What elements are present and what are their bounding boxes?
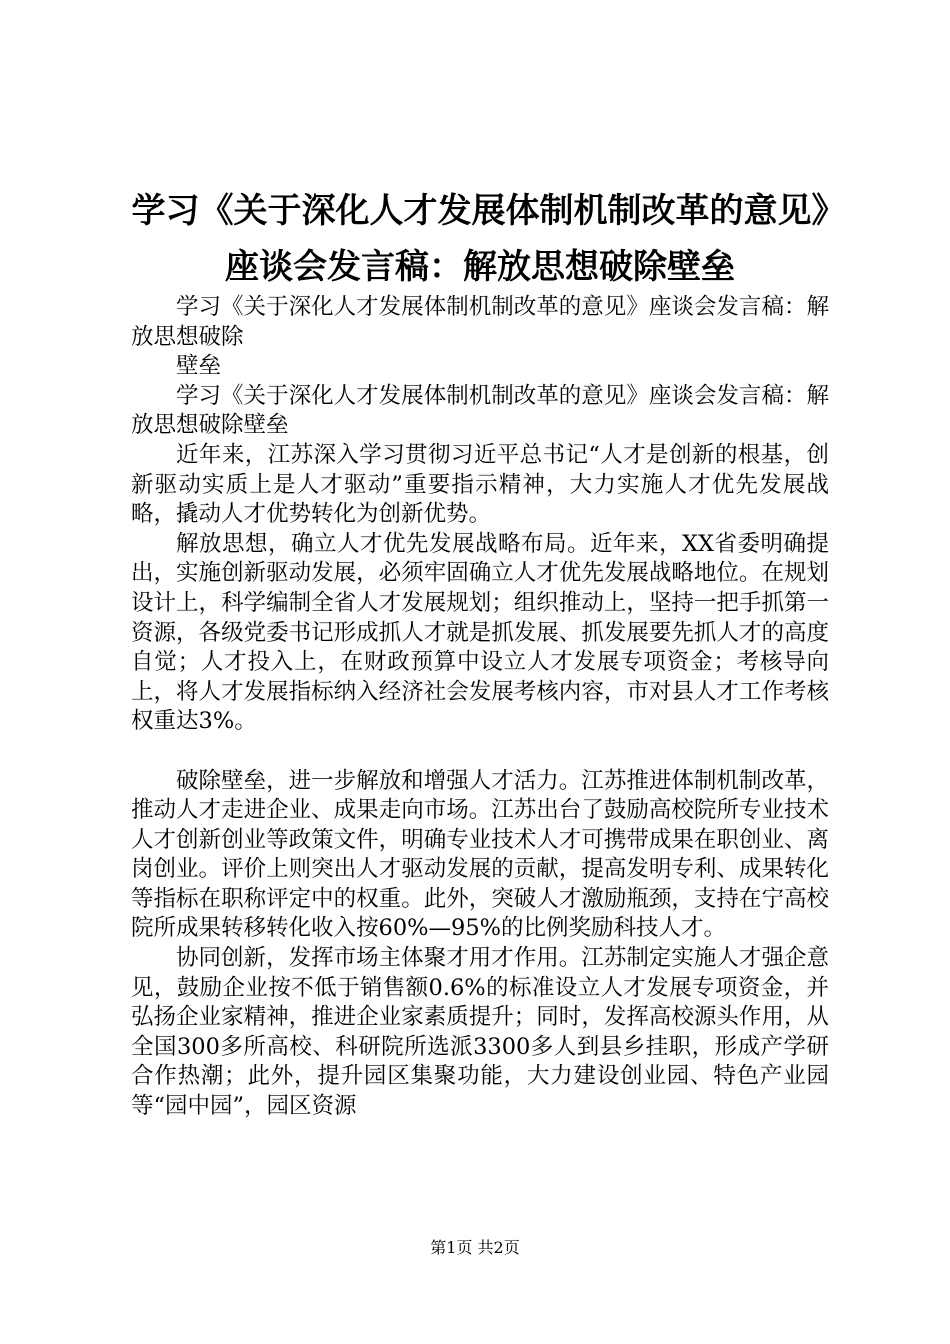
paragraph-intro: 近年来，江苏深入学习贯彻习近平总书记“人才是创新的根基，创新驱动实质上是人才驱动”重要指示精神，大力实施人才优先发展战略，撬动人才优势转化为创新优势。 bbox=[131, 441, 829, 528]
paragraph-break-barriers: 破除壁垒，进一步解放和增强人才活力。江苏推进体制机制改革，推动人才走进企业、成果走向市场。江苏出台了鼓励高校院所专业技术人才创新创业等政策文件，明确专业技术人才可携带成果在职创业、离岗创业。评价上则突出人才驱动发展的贡献，提高发明专利、成果转化等指标在职称评定中的权重。此外，突破人才激励瓶颈，支持在宁高校院所成果转移转化收入按60%—95%的比例奖励科技人才。 bbox=[131, 767, 829, 942]
paragraph-liberate-thinking: 解放思想，确立人才优先发展战略布局。近年来，XX省委明确提出，实施创新驱动发展，必须牢固确立人才优先发展战略地位。在规划设计上，科学编制全省人才发展规划；组织推动上，坚持一把手抓第一资源，各级党委书记形成抓人才就是抓发展、抓发展要先抓人才的高度自觉；人才投入上，在财政预算中设立人才发展专项资金；考核导向上，将人才发展指标纳入经济社会发展考核内容，市对县人才工作考核权重达3%。 bbox=[131, 530, 829, 735]
paragraph-title-repeat-1: 学习《关于深化人才发展体制机制改革的意见》座谈会发言稿：解放思想破除 bbox=[131, 294, 829, 350]
page-footer: 第1页 共2页 bbox=[430, 1238, 520, 1257]
document-title: 学习《关于深化人才发展体制机制改革的意见》座谈会发言稿：解放思想破除壁垒 bbox=[131, 191, 829, 287]
paragraph-title-repeat-3: 学习《关于深化人才发展体制机制改革的意见》座谈会发言稿：解放思想破除壁垒 bbox=[131, 382, 829, 439]
document-body bbox=[131, 293, 829, 1122]
paragraph-collaborative-innovation: 协同创新，发挥市场主体聚才用才作用。江苏制定实施人才强企意见，鼓励企业按不低于销售额0.6%的标准设立人才发展专项资金，并弘扬企业家精神，推进企业家素质提升；同时，发挥高校源头作用，从全国300多所高校、科研院所选派3300多人到县乡挂职，形成产学研合作热潮；此外，提升园区集聚功能，大力建设创业园、特色产业园等“园中园”，园区资源 bbox=[131, 945, 829, 1120]
paragraph-title-repeat-2: 壁垒 bbox=[176, 353, 222, 380]
